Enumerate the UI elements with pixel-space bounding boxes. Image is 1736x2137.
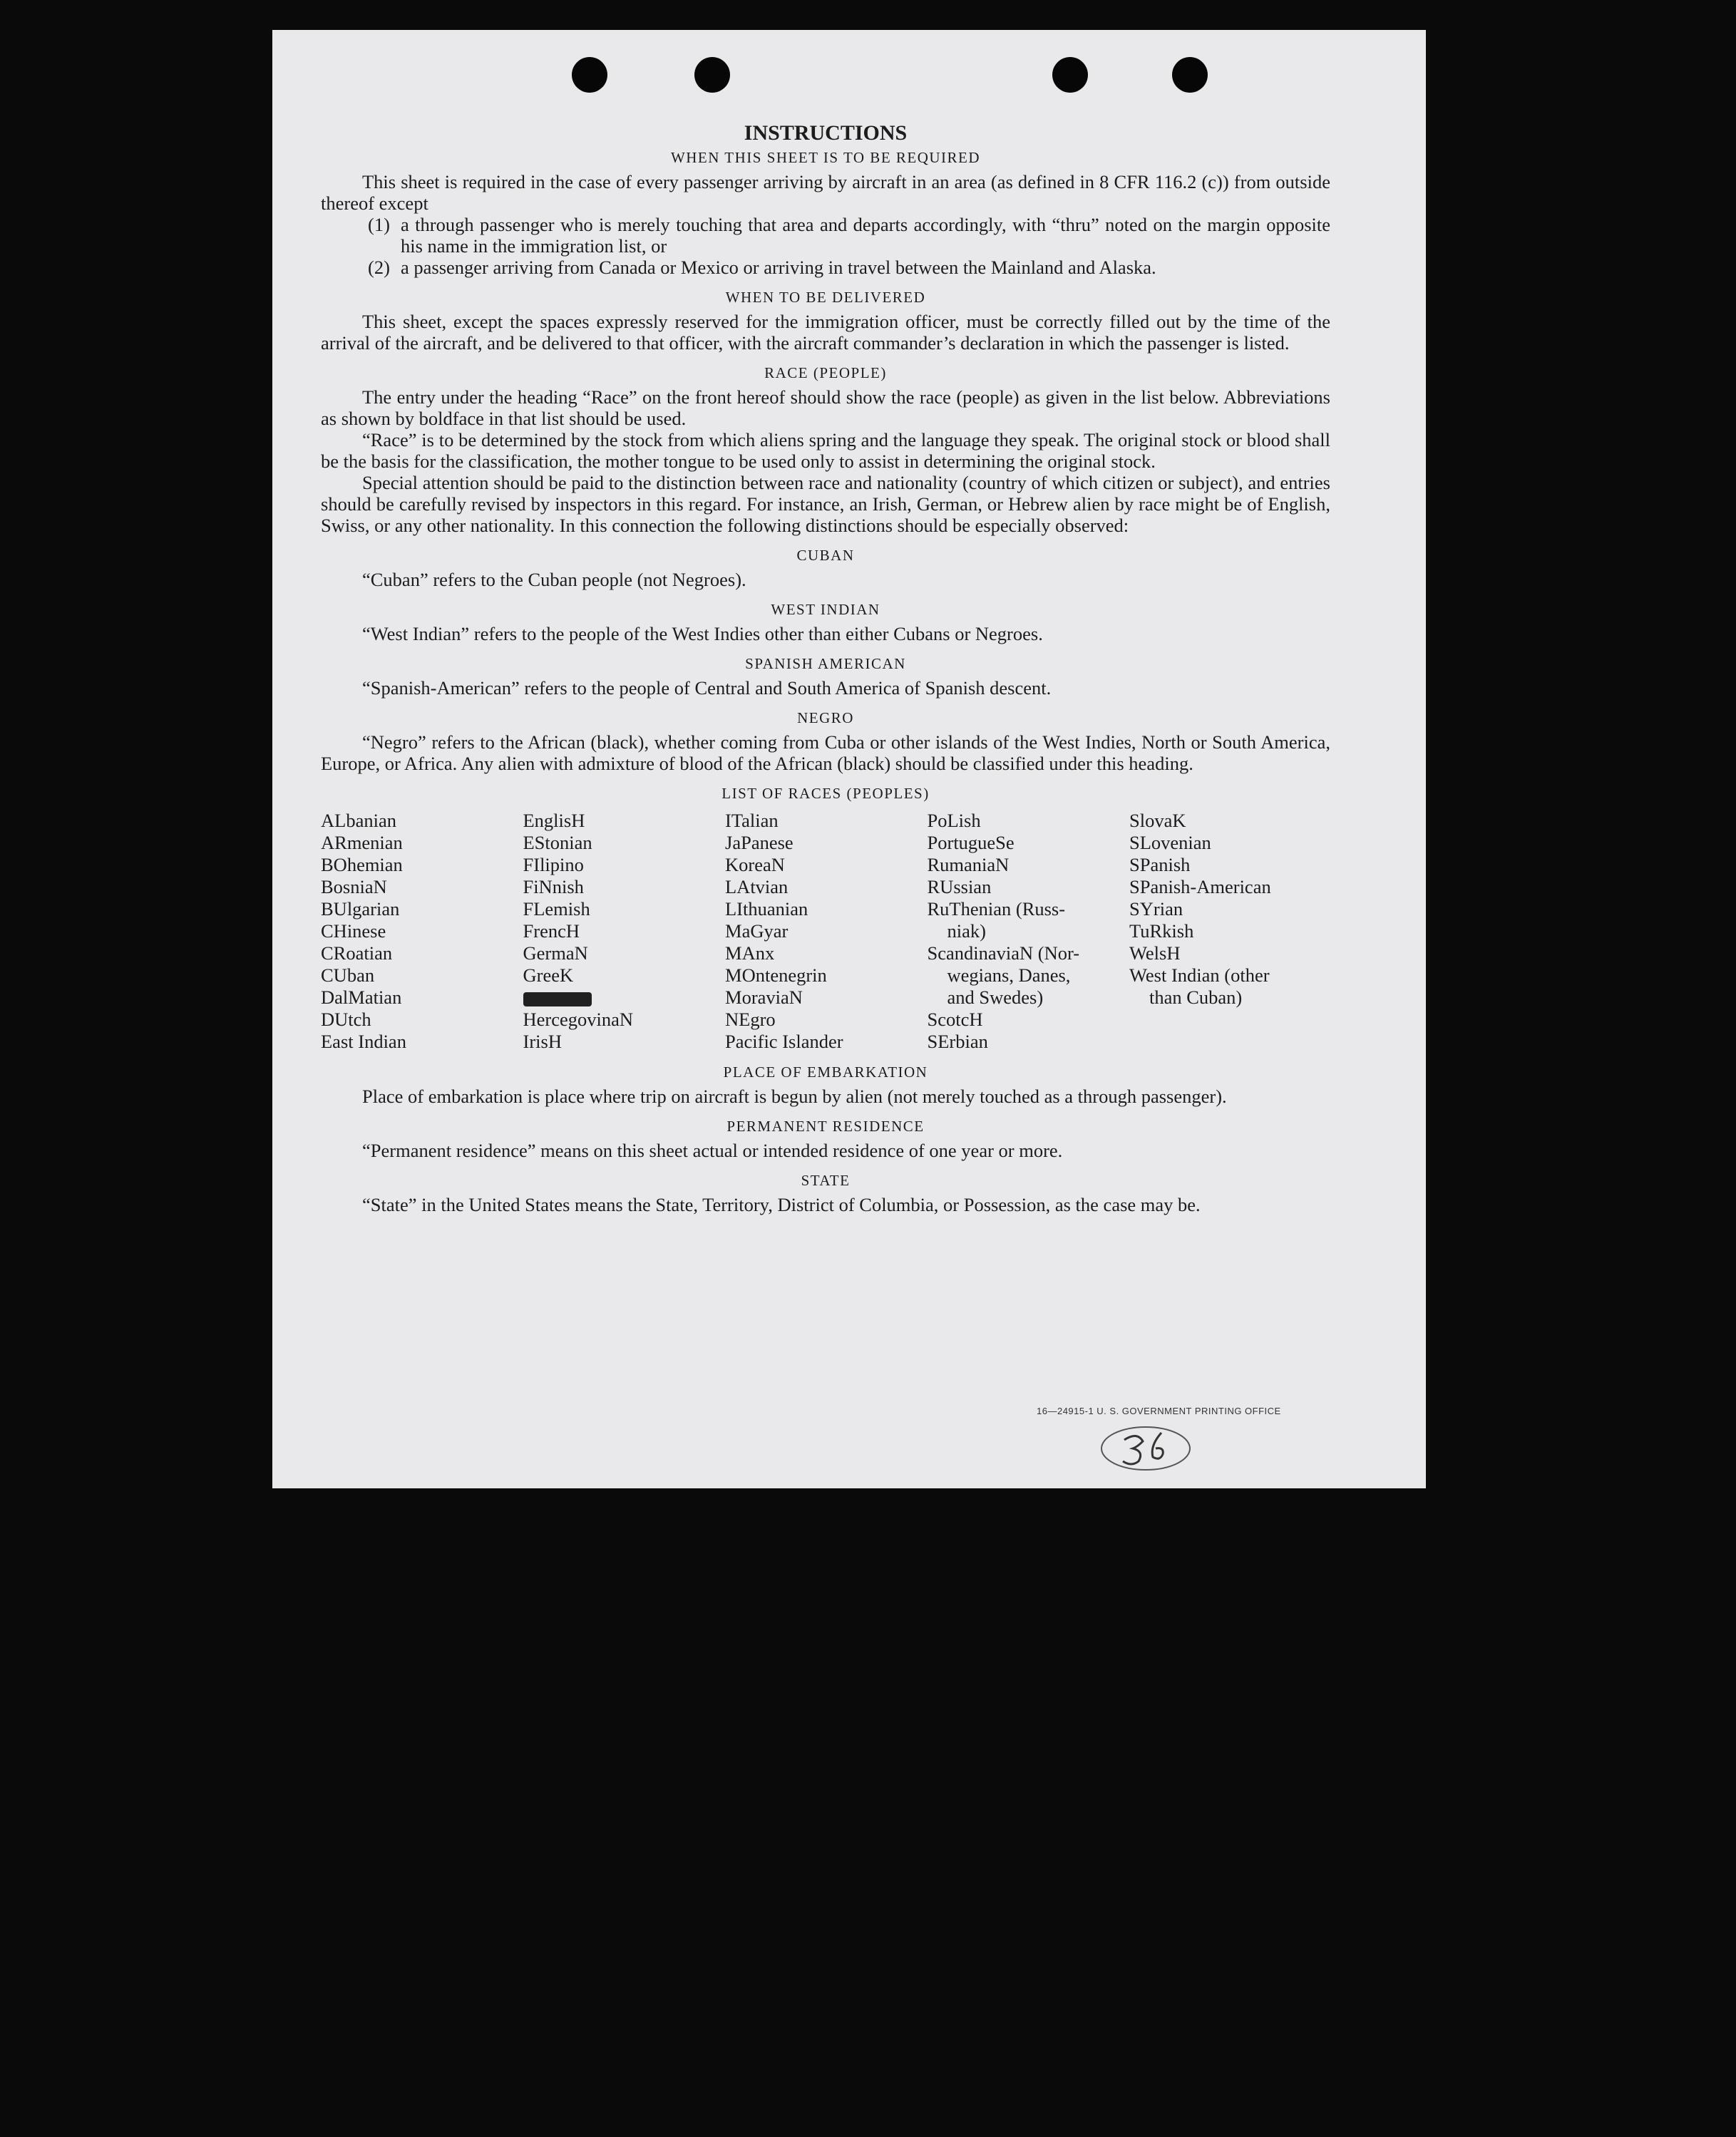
race-list	[321, 810, 1330, 1053]
race-entry: SYrian	[1129, 898, 1183, 920]
race-entry: RuThenian (Russ-	[927, 898, 1066, 920]
paragraph: This sheet is required in the case of every passenger arriving by aircraft in an area (as defined in 8 CFR 116.2 (c)) from outside thereof except	[321, 171, 1330, 214]
race-entry: than Cuban)	[1149, 987, 1243, 1008]
race-entry: IrisH	[523, 1031, 562, 1052]
race-entry: GreeK	[523, 964, 574, 986]
item-number: (2)	[368, 257, 390, 278]
race-entry: DUtch	[321, 1009, 371, 1030]
race-entry: MAnx	[725, 942, 775, 964]
race-entry: MoraviaN	[725, 987, 803, 1008]
paragraph: “Negro” refers to the African (black), whether coming from Cuba or other islands of the West Indies, North or South America, Europe, or Africa. Any alien with admixture of blood of the African (black) should be classified under this heading.	[321, 731, 1330, 774]
race-entry: TuRkish	[1129, 920, 1194, 942]
race-entry: MaGyar	[725, 920, 789, 942]
paragraph: “Cuban” refers to the Cuban people (not Negroes).	[362, 569, 746, 590]
race-entry: PoLish	[927, 810, 981, 831]
paragraph: The entry under the heading “Race” on the front hereof should show the race (people) as given in the list below. Abbreviations as shown by boldface in that list should be used.	[321, 386, 1330, 429]
race-column	[928, 810, 1129, 1053]
list-item	[368, 257, 1330, 278]
item-number: (1)	[368, 214, 390, 235]
printing-office-footer: 16—24915-1 U. S. GOVERNMENT PRINTING OFFICE	[1037, 1406, 1281, 1416]
race-entry: EnglisH	[523, 810, 585, 831]
race-entry: SPanish-American	[1129, 876, 1271, 897]
punch-hole	[694, 57, 730, 93]
race-entry: ScotcH	[927, 1009, 983, 1030]
section-heading: NEGRO	[797, 709, 854, 726]
race-entry: LIthuanian	[725, 898, 808, 920]
race-entry: SlovaK	[1129, 810, 1186, 831]
race-entry: BUlgarian	[321, 898, 400, 920]
race-entry: HercegovinaN	[523, 1009, 634, 1030]
race-column	[725, 810, 926, 1053]
paragraph: “State” in the United States means the State, Territory, District of Columbia, or Possession, as the case may be.	[362, 1194, 1201, 1215]
race-entry: CHinese	[321, 920, 386, 942]
document-content	[321, 123, 1330, 1215]
race-entry: East Indian	[321, 1031, 406, 1052]
paragraph: This sheet, except the spaces expressly reserved for the immigration officer, must be correctly filled out by the time of the arrival of the aircraft, and be delivered to that officer, with the aircraft commander’s declaration in which the passenger is listed.	[321, 311, 1330, 354]
redaction-mark	[523, 992, 592, 1006]
race-entry: FiNnish	[523, 876, 584, 897]
race-entry: DalMatian	[321, 987, 402, 1008]
redacted-entry	[523, 987, 724, 1009]
section-heading: PERMANENT RESIDENCE	[726, 1118, 925, 1135]
race-entry: WelsH	[1129, 942, 1181, 964]
race-entry: ALbanian	[321, 810, 396, 831]
race-entry: BosniaN	[321, 876, 387, 897]
paragraph: “Spanish-American” refers to the people of Central and South America of Spanish descent.	[362, 677, 1052, 699]
section-heading: WHEN TO BE DELIVERED	[725, 289, 926, 306]
paragraph: Special attention should be paid to the distinction between race and nationality (country of which citizen or subject), and entries should be carefully revised by inspectors in this regard. For instance, an Irish, German, or Hebrew alien by race might be of English, Swiss, or any other nationality. In this connection the following distinctions should be especially observed:	[321, 472, 1330, 536]
race-column	[523, 810, 724, 1053]
race-entry: West Indian (other	[1129, 964, 1270, 986]
punch-hole	[1172, 57, 1208, 93]
punch-hole	[572, 57, 607, 93]
race-entry: RumaniaN	[927, 854, 1010, 875]
race-entry: ScandinaviaN (Nor-	[927, 942, 1080, 964]
race-column	[1129, 810, 1330, 1053]
race-entry: ARmenian	[321, 832, 403, 853]
race-entry: wegians, Danes,	[947, 964, 1071, 986]
section-heading: STATE	[801, 1172, 851, 1189]
document-page	[272, 30, 1426, 1488]
race-entry: CUban	[321, 964, 375, 986]
paragraph: “Permanent residence” means on this sheet actual or intended residence of one year or more.	[362, 1140, 1063, 1161]
paragraph: “West Indian” refers to the people of the West Indies other than either Cubans or Negroes.	[362, 623, 1043, 644]
handwritten-mark	[1096, 1418, 1196, 1476]
section-heading: RACE (PEOPLE)	[764, 364, 887, 381]
race-entry: SLovenian	[1129, 832, 1211, 853]
section-heading: SPANISH AMERICAN	[745, 655, 906, 672]
race-entry: Pacific Islander	[725, 1031, 843, 1052]
exception-list	[321, 214, 1330, 278]
race-entry: MOntenegrin	[725, 964, 827, 986]
punch-hole	[1052, 57, 1088, 93]
item-text: a through passenger who is merely touching that area and departs accordingly, with “thru” noted on the margin opposite his name in the immigration list, or	[401, 214, 1330, 257]
section-heading: WHEN THIS SHEET IS TO BE REQUIRED	[670, 149, 981, 166]
section-heading: LIST OF RACES (PEOPLES)	[721, 785, 930, 802]
race-entry: RUssian	[927, 876, 992, 897]
section-heading: CUBAN	[796, 547, 855, 564]
paragraph: Place of embarkation is place where trip on aircraft is begun by alien (not merely touched as a through passenger).	[362, 1086, 1227, 1107]
race-column	[321, 810, 522, 1053]
race-entry: niak)	[947, 920, 986, 942]
race-entry: NEgro	[725, 1009, 776, 1030]
paragraph: “Race” is to be determined by the stock from which aliens spring and the language they speak. The original stock or blood shall be the basis for the classification, the mother tongue to be used only to assist in determining the original stock.	[321, 429, 1330, 472]
race-entry: FrencH	[523, 920, 580, 942]
race-entry: SErbian	[927, 1031, 988, 1052]
race-entry: EStonian	[523, 832, 592, 853]
race-entry: LAtvian	[725, 876, 789, 897]
race-entry: FLemish	[523, 898, 590, 920]
page-title: INSTRUCTIONS	[744, 121, 908, 145]
list-item	[368, 214, 1330, 257]
section-heading: WEST INDIAN	[771, 601, 880, 618]
race-entry: ITalian	[725, 810, 779, 831]
race-entry: SPanish	[1129, 854, 1191, 875]
item-text: a passenger arriving from Canada or Mexico or arriving in travel between the Mainland and Alaska.	[401, 257, 1156, 278]
race-entry: KoreaN	[725, 854, 785, 875]
race-entry: PortugueSe	[927, 832, 1015, 853]
race-entry: JaPanese	[725, 832, 793, 853]
race-entry: CRoatian	[321, 942, 393, 964]
race-entry: BOhemian	[321, 854, 403, 875]
race-entry: and Swedes)	[947, 987, 1044, 1008]
race-entry: FIlipino	[523, 854, 584, 875]
section-heading: PLACE OF EMBARKATION	[723, 1064, 928, 1081]
race-entry: GermaN	[523, 942, 588, 964]
